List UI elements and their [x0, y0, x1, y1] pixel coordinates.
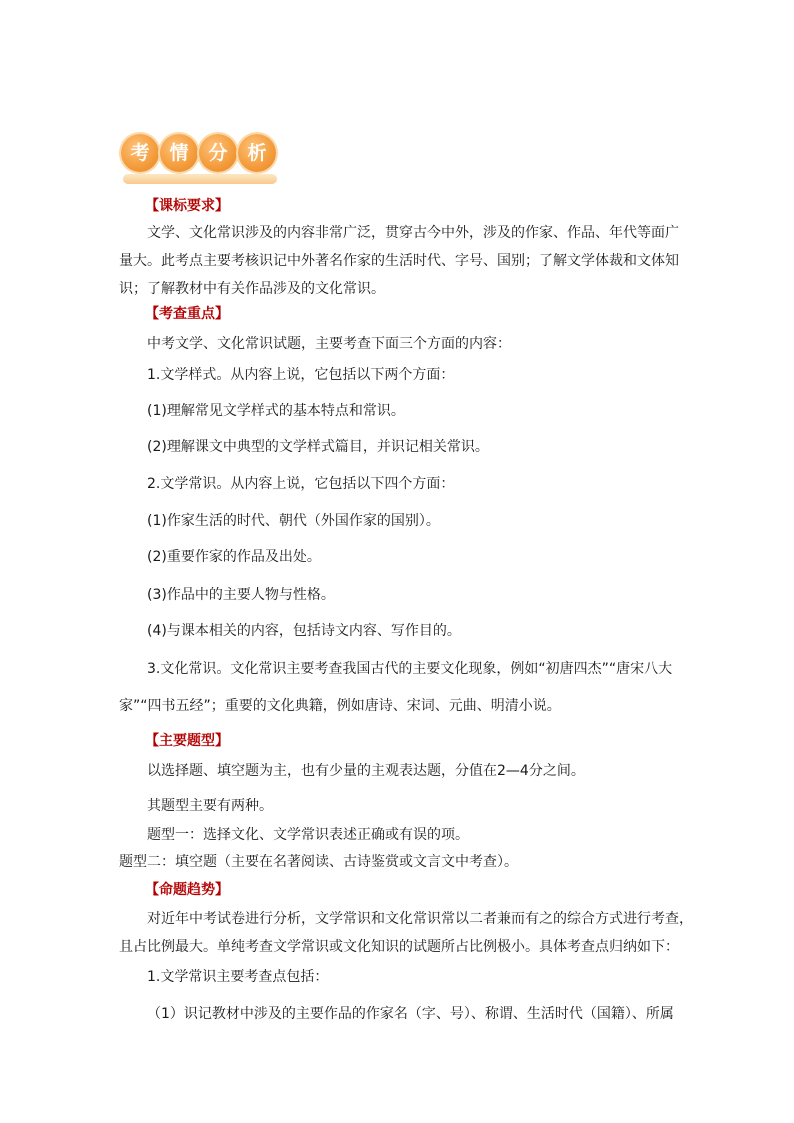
paragraph-line: 家”“四书五经”；重要的文化典籍，例如唐诗、宋词、元曲、明清小说。	[119, 698, 561, 714]
paragraph-line: 且占比例最大。单纯考查文学常识或文化知识的试题所占比例极小。具体考查点归纳如下：	[119, 939, 679, 955]
heading-question-types: 【主要题型】	[145, 733, 229, 749]
paragraph-line: 题型一：选择文化、文学常识表述正确或有误的项。	[147, 827, 469, 843]
list-item: (2)重要作家的作品及出处。	[147, 549, 321, 565]
list-item: (1)作家生活的时代、朝代（外国作家的国别）。	[147, 513, 440, 529]
list-item: （1）识记教材中涉及的主要作品的作家名（字、号）、称谓、生活时代（国籍）、所属	[147, 1006, 674, 1022]
heading-curriculum-requirements: 【课标要求】	[145, 198, 229, 214]
list-item: 3.文化常识。文化常识主要考查我国古代的主要文化现象，例如“初唐四杰”“唐宋八大	[147, 661, 673, 677]
list-item: 1.文学样式。从内容上说，它包括以下两个方面：	[147, 367, 455, 383]
list-item: 1.文学常识主要考查点包括：	[147, 969, 329, 985]
paragraph-line: 中考文学、文化常识试题，主要考查下面三个方面的内容：	[147, 336, 511, 352]
paragraph-line: 其题型主要有两种。	[147, 798, 273, 814]
paragraph-line: 文学、文化常识涉及的内容非常广泛，贯穿古今中外，涉及的作家、作品、年代等面广	[147, 225, 679, 241]
badge-underline	[123, 174, 277, 184]
badge-char-3: 分	[199, 134, 237, 172]
paragraph-line: 题型二：填空题（主要在名著阅读、古诗鉴赏或文言文中考查）。	[119, 854, 518, 870]
heading-key-points: 【考查重点】	[145, 306, 229, 322]
list-item: (3)作品中的主要人物与性格。	[147, 587, 335, 603]
badge-char-2: 情	[160, 134, 198, 172]
paragraph-line: 量大。此考点主要考核识记中外著名作家的生活时代、字号、国别；了解文学体裁和文体知	[119, 253, 679, 269]
list-item: (1)理解常见文学样式的基本特点和常识。	[147, 403, 405, 419]
list-item: 2.文学常识。从内容上说，它包括以下四个方面：	[147, 476, 455, 492]
paragraph-line: 对近年中考试卷进行分析，文学常识和文化常识常以二者兼而有之的综合方式进行考查，	[147, 911, 693, 927]
heading-trends: 【命题趋势】	[145, 882, 229, 898]
paragraph-line: 以选择题、填空题为主，也有少量的主观表达题，分值在2—4分之间。	[147, 763, 585, 779]
section-badge	[121, 128, 281, 190]
list-item: (2)理解课文中典型的文学样式篇目，并识记相关常识。	[147, 439, 489, 455]
badge-char-4: 析	[238, 134, 276, 172]
paragraph-line: 识；了解教材中有关作品涉及的文化常识。	[119, 281, 385, 297]
badge-char-1: 考	[121, 134, 159, 172]
list-item: (4)与课本相关的内容，包括诗文内容、写作目的。	[147, 623, 461, 639]
